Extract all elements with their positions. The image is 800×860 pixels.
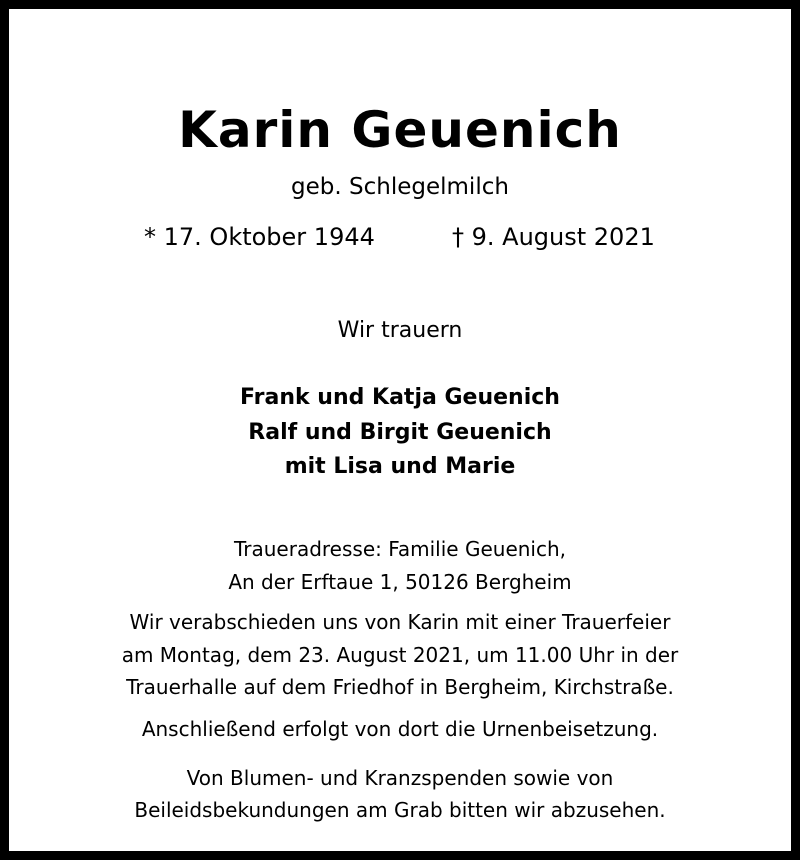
mourning-intro: Wir trauern [337,318,463,343]
family-line: Frank und Katja Geuenich [240,385,560,410]
family-line: mit Lisa und Marie [284,454,516,479]
service-text-line: Wir verabschieden uns von Karin mit einer Trauerfeier [129,610,671,634]
maiden-name: geb. Schlegelmilch [291,174,509,200]
mourning-address-line: An der Erftaue 1, 50126 Bergheim [228,570,572,594]
life-dates [9,225,791,255]
deceased-name: Karin Geuenich [178,101,622,159]
burial-text: Anschließend erfolgt von dort die Urnenbeisetzung. [141,717,659,741]
mourning-address-line: Traueradresse: Familie Geuenich, [233,537,567,561]
family-line: Ralf und Birgit Geuenich [248,420,552,445]
death-date: † 9. August 2021 [452,223,655,251]
donation-text-line: Beileidsbekundungen am Grab bitten wir abzusehen. [134,798,666,822]
service-text-line: Trauerhalle auf dem Friedhof in Bergheim, Kirchstraße. [126,675,674,699]
birth-date: * 17. Oktober 1944 [144,223,375,251]
donation-text-line: Von Blumen- und Kranzspenden sowie von [186,766,614,790]
service-text-line: am Montag, dem 23. August 2021, um 11.00 Uhr in der [121,643,679,667]
